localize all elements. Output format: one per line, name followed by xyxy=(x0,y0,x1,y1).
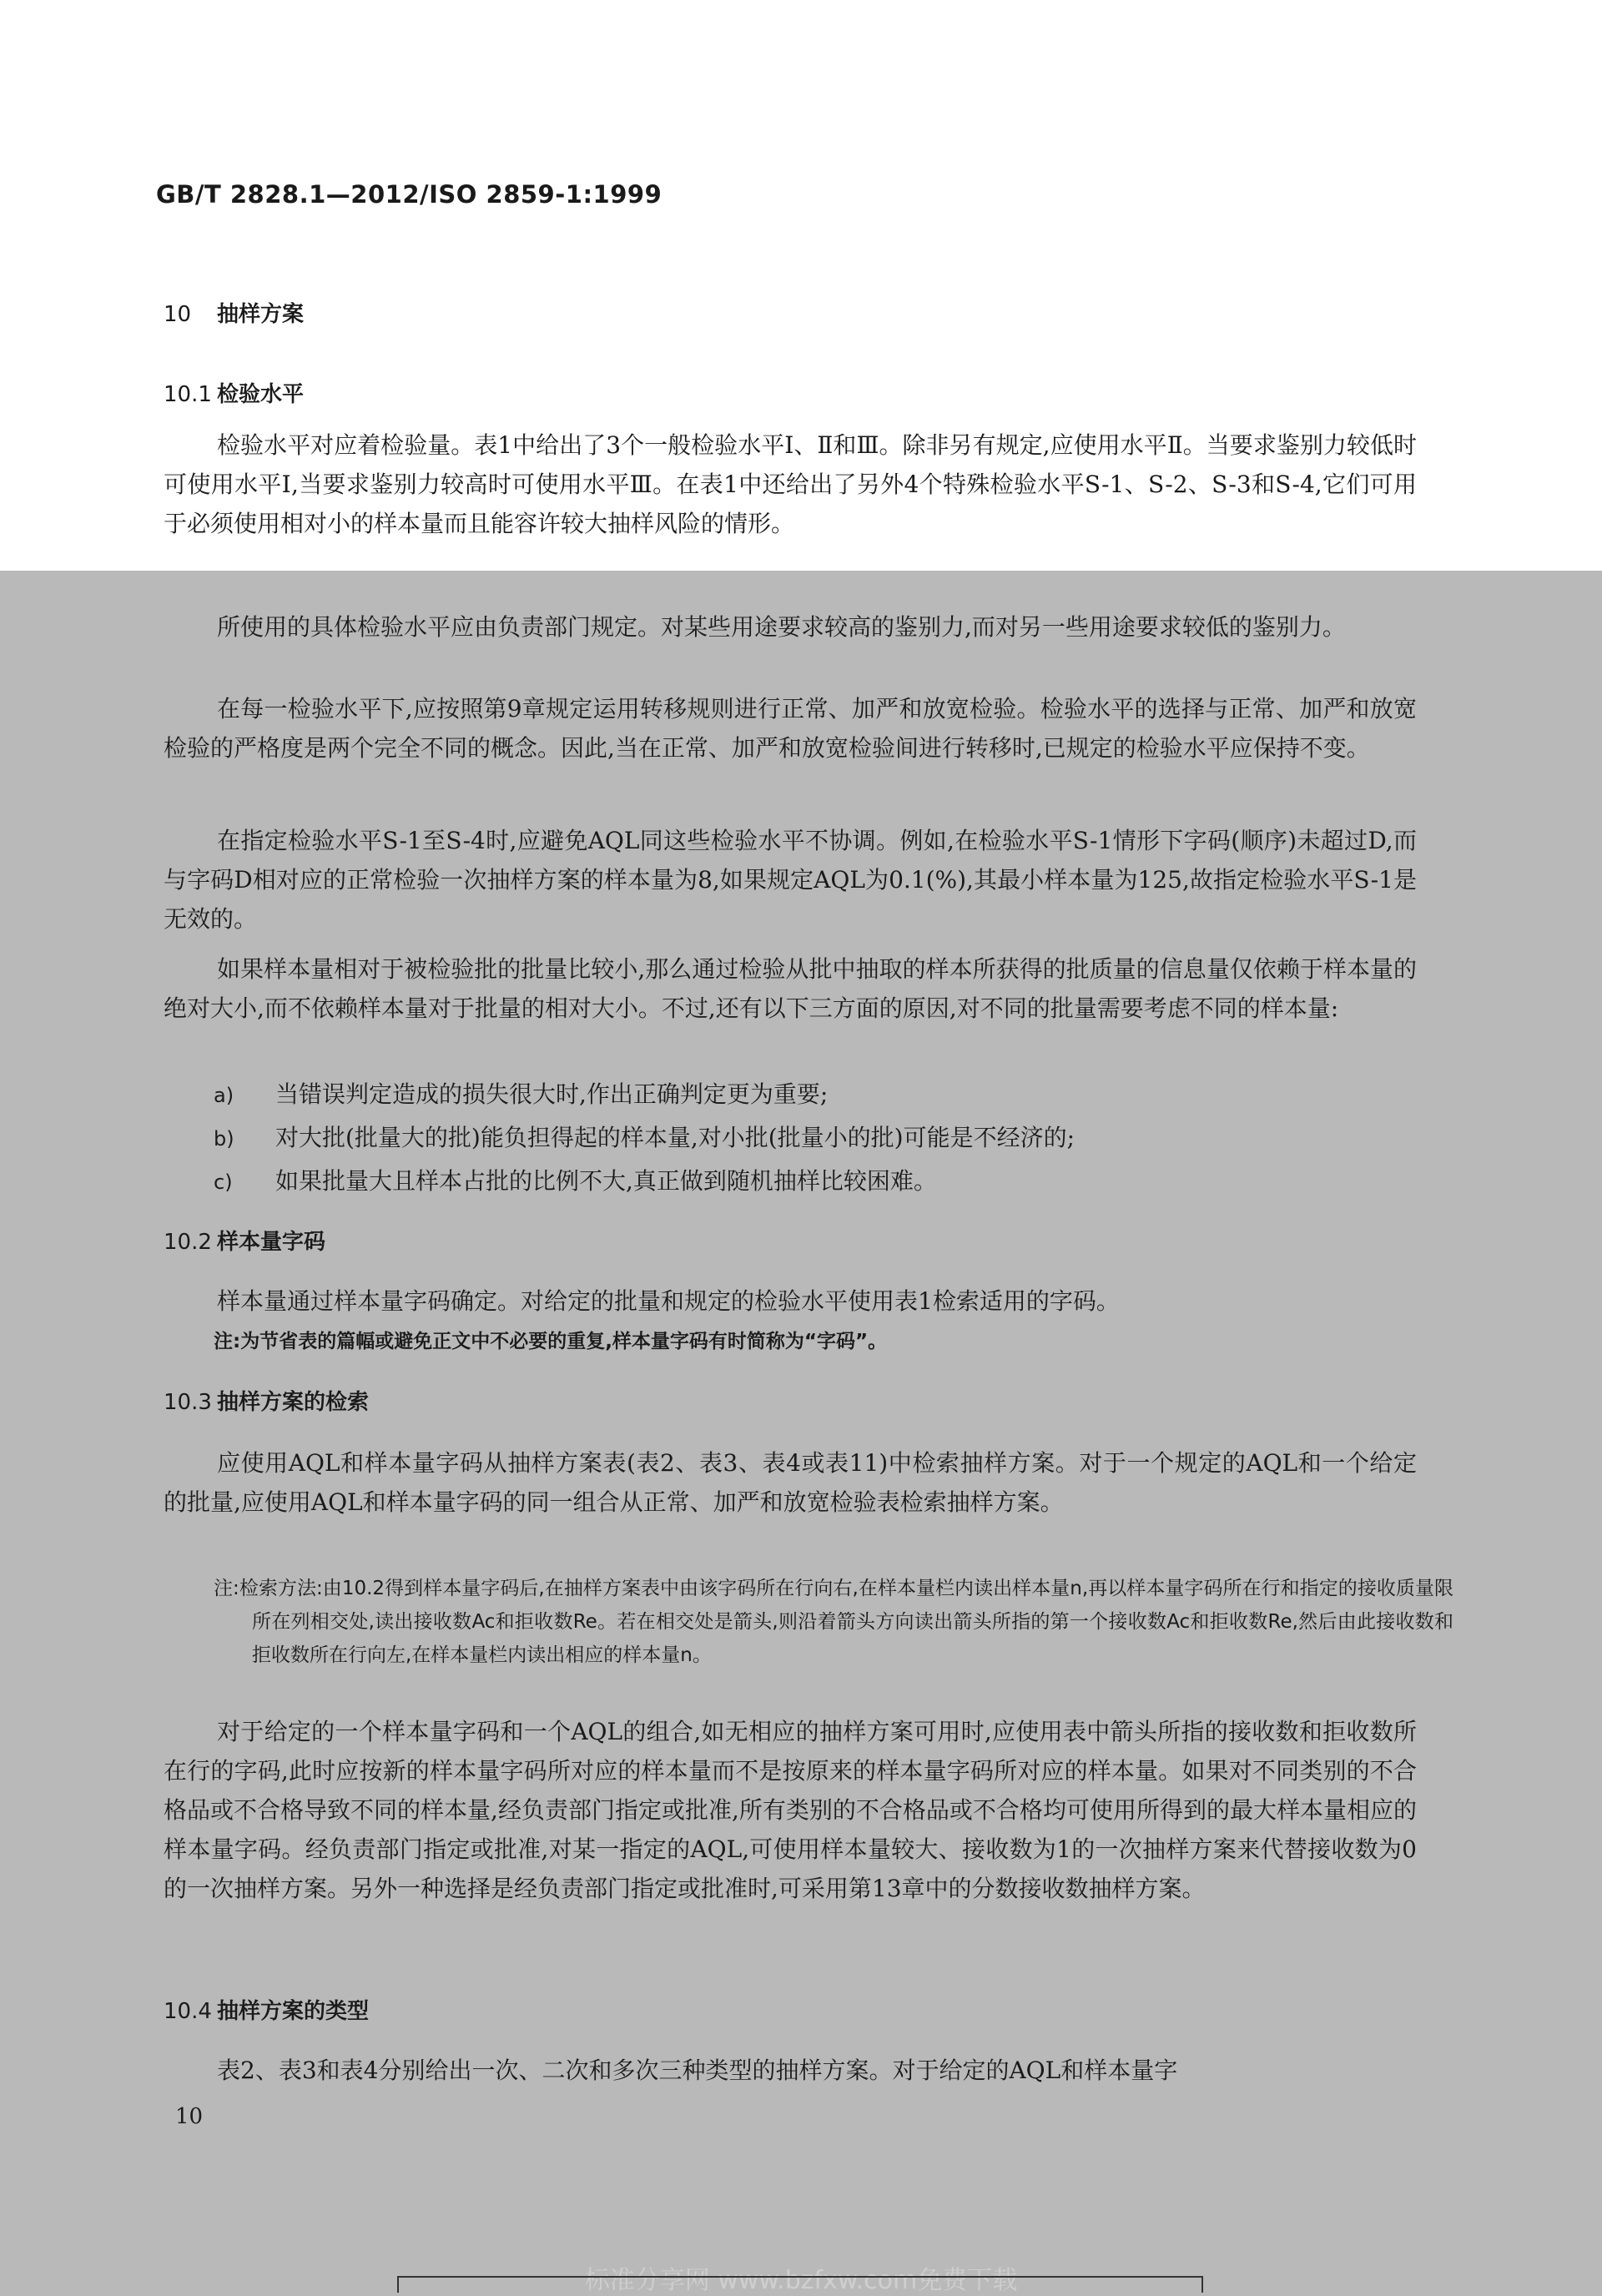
list-item xyxy=(214,1075,1415,1115)
section-title: 样本量字码 xyxy=(217,1230,326,1255)
list-text: 当错误判定造成的损失很大时,作出正确判定更为重要; xyxy=(275,1080,829,1108)
section-title: 抽样方案的类型 xyxy=(217,1999,370,2024)
paragraph-switching-rules: 在每一检验水平下,应按照第9章规定运用转移规则进行正常、加严和放宽检验。检验水平的选择与正常、加严和放宽检验的严格度是两个完全不同的概念。因此,当在正常、加严和放宽检验间进行转移时,已规定的检验水平应保持不变。 xyxy=(164,695,1417,762)
section-number: 10.2 xyxy=(164,1230,212,1255)
list-tag: a) xyxy=(214,1084,234,1107)
section-title: 检验水平 xyxy=(217,382,305,407)
footer-bar xyxy=(397,2276,1203,2293)
section-10-heading xyxy=(164,297,304,328)
paragraph-responsible-authority: 所使用的具体检验水平应由负责部门规定。对某些用途要求较高的鉴别力,而对另一些用途要求较低的鉴别力。 xyxy=(217,613,1346,641)
list-tag: c) xyxy=(214,1171,233,1194)
list-text: 对大批(批量大的批)能负担得起的样本量,对小批(批量小的批)可能是不经济的; xyxy=(275,1124,1076,1151)
paragraph-sample-size: 如果样本量相对于被检验批的批量比较小,那么通过检验从批中抽取的样本所获得的批质量的信息量仅依赖于样本量的绝对大小,而不依赖样本量对于批量的相对大小。不过,还有以下三方面的原因,对不同的批量需要考虑不同的样本量: xyxy=(164,955,1417,1022)
section-10-1-heading xyxy=(164,377,304,408)
paragraph-arrow-rule: 对于给定的一个样本量字码和一个AQL的组合,如无相应的抽样方案可用时,应使用表中箭头所指的接收数和拒收数所在行的字码,此时应按新的样本量字码所对应的样本量而不是按原来的样本量字码所对应的样本量。如果对不同类别的不合格品或不合格导致不同的样本量,经负责部门指定或批准,所有类别的不合格品或不合格均可使用所得到的最大样本量相应的样本量字码。经负责部门指定或批准,对某一指定的AQL,可使用样本量较大、接收数为1的一次抽样方案来代替接收数为0的一次抽样方案。另外一种选择是经负责部门指定或批准时,可采用第13章中的分数接收数抽样方案。 xyxy=(164,1718,1417,1902)
page-number: 10 xyxy=(175,2104,204,2129)
list-item xyxy=(214,1161,1415,1202)
section-number: 10.1 xyxy=(164,382,212,407)
paragraph-special-levels: 在指定检验水平S-1至S-4时,应避免AQL同这些检验水平不协调。例如,在检验水平S-1情形下字码(顺序)未超过D,而与字码D相对应的正常检验一次抽样方案的样本量为8,如果规定AQL为0.1(%),其最小样本量为125,故指定检验水平S-1是无效的。 xyxy=(164,827,1417,933)
list-tag: b) xyxy=(214,1127,234,1151)
section-number: 10.4 xyxy=(164,1999,212,2024)
watermark: 标准分享网 www.bzfxw.com免费下载 xyxy=(584,2266,1018,2295)
note-retrieval-method: 注:检索方法:由10.2得到样本量字码后,在抽样方案表中由该字码所在行向右,在样本量栏内读出样本量n,再以样本量字码所在行和指定的接收质量限所在列相交处,读出接收数Ac和拒收数Re。若在相交处是箭头,则沿着箭头方向读出箭头所指的第一个接收数Ac和拒收数Re,然后由此接收数和拒收数所在行向左,在样本量栏内读出相应的样本量n。 xyxy=(214,1578,1453,1666)
section-number: 10 xyxy=(164,302,192,327)
section-10-2-heading xyxy=(164,1225,325,1256)
section-title: 抽样方案 xyxy=(217,302,305,327)
list-item xyxy=(214,1118,1415,1159)
section-number: 10.3 xyxy=(164,1390,212,1415)
paragraph-inspection-level: 检验水平对应着检验量。表1中给出了3个一般检验水平Ⅰ、Ⅱ和Ⅲ。除非另有规定,应使用水平Ⅱ。当要求鉴别力较低时可使用水平Ⅰ,当要求鉴别力较高时可使用水平Ⅲ。在表1中还给出了另外4个特殊检验水平S-1、S-2、S-3和S-4,它们可用于必须使用相对小的样本量而且能容许较大抽样风险的情形。 xyxy=(164,431,1417,537)
paragraph-code-letters: 样本量通过样本量字码确定。对给定的批量和规定的检验水平使用表1检索适用的字码。 xyxy=(217,1287,1120,1315)
section-10-3-heading xyxy=(164,1385,369,1416)
standard-header: GB/T 2828.1—2012/ISO 2859-1:1999 xyxy=(156,180,662,209)
list-text: 如果批量大且样本占批的比例不大,真正做到随机抽样比较困难。 xyxy=(275,1167,937,1195)
note-code-letter: 注:为节省表的篇幅或避免正文中不必要的重复,样本量字码有时简称为“字码”。 xyxy=(214,1331,888,1352)
paragraph-plan-types: 表2、表3和表4分别给出一次、二次和多次三种类型的抽样方案。对于给定的AQL和样本量字 xyxy=(217,2057,1178,2084)
paragraph-plan-retrieval: 应使用AQL和样本量字码从抽样方案表(表2、表3、表4或表11)中检索抽样方案。对于一个规定的AQL和一个给定的批量,应使用AQL和样本量字码的同一组合从正常、加严和放宽检验表检索抽样方案。 xyxy=(164,1449,1417,1516)
section-10-4-heading xyxy=(164,1994,369,2025)
section-title: 抽样方案的检索 xyxy=(217,1390,370,1415)
